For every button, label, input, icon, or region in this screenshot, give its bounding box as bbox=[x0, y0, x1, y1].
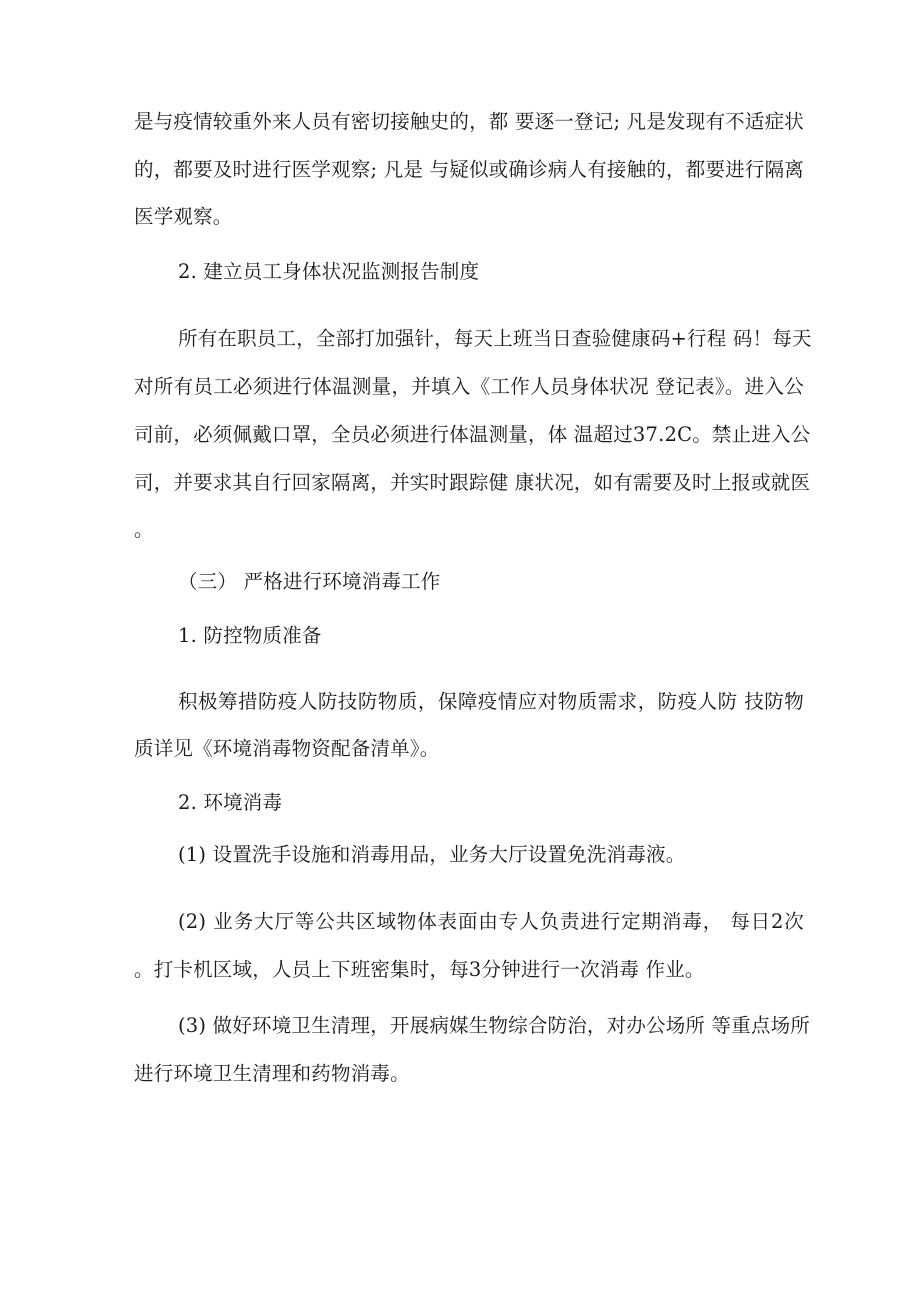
heading-monitoring-system: 2. 建立员工身体状况监测报告制度 bbox=[178, 260, 480, 283]
paragraph-2-line-4: 司，并要求其自行回家隔离，并实时跟踪健 康状况，如有需要及时上报或就医 bbox=[134, 471, 811, 494]
paragraph-1-line-2: 的，都要及时进行医学观察; 凡是 与疑似或确诊病人有接触的，都要进行隔离 bbox=[134, 158, 804, 181]
paragraph-2-line-3: 司前，必须佩戴口罩，全员必须进行体温测量，体 温超过37.2C。禁止进入公 bbox=[134, 423, 811, 446]
paragraph-1-line-1: 是与疫情较重外来人员有密切接触史的，都 要逐一登记; 凡是发现有不适症状 bbox=[134, 110, 804, 133]
paragraph-3-line-2: 质详见《环境消毒物资配备清单》。 bbox=[134, 737, 440, 760]
paragraph-2-line-5: 。 bbox=[134, 518, 154, 541]
paragraph-1-line-3: 医学观察。 bbox=[134, 205, 233, 228]
item-2-line-2: 。打卡机区域，人员上下班密集时，每3分钟进行一次消毒 作业。 bbox=[134, 958, 705, 981]
item-1: (1) 设置洗手设施和消毒用品，业务大厅设置免洗消毒液。 bbox=[178, 843, 686, 866]
paragraph-2-line-2: 对所有员工必须进行体温测量，并填入《工作人员身体状况 登记表》。进入公 bbox=[134, 375, 804, 398]
heading-material-preparation: 1. 防控物质准备 bbox=[178, 624, 322, 647]
paragraph-3-line-1: 积极筹措防疫人防技防物质，保障疫情应对物质需求，防疫人防 技防物 bbox=[178, 690, 804, 713]
paragraph-2-line-1: 所有在职员工，全部打加强针，每天上班当日查验健康码+行程 码！每天 bbox=[178, 327, 812, 350]
item-3-line-2: 进行环境卫生清理和药物消毒。 bbox=[134, 1062, 410, 1085]
heading-environment-disinfection: 2. 环境消毒 bbox=[178, 791, 283, 814]
item-3-line-1: (3) 做好环境卫生清理，开展病媒生物综合防治，对办公场所 等重点场所 bbox=[178, 1014, 811, 1037]
item-2-line-1: (2) 业务大厅等公共区域物体表面由专人负责进行定期消毒， 每日2次 bbox=[178, 910, 804, 933]
section-heading-disinfection: （三） 严格进行环境消毒工作 bbox=[178, 570, 441, 593]
